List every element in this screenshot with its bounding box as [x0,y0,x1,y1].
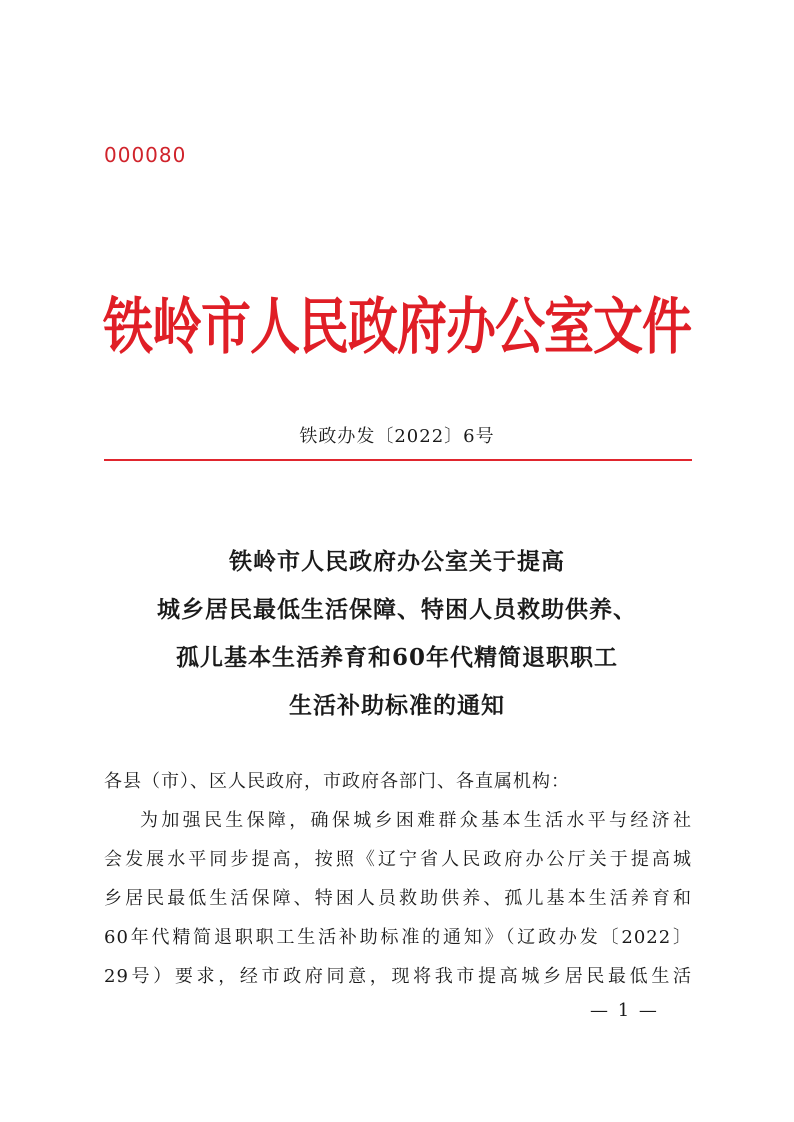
body-line: 为加强民生保障，确保城乡困难群众基本生活水平与经济社 [140,810,692,831]
title-line: 铁岭市人民政府办公室关于提高 [229,548,565,575]
document-number: 铁政办发〔2022〕6号 [299,426,495,447]
masthead-title: 铁岭市人民政府办公室文件 [103,291,691,363]
title-line: 孤儿基本生活养育和60年代精简退职职工 [175,644,618,671]
body-line: 会发展水平同步提高，按照《辽宁省人民政府办公厅关于提高城 [104,849,692,870]
salutation: 各县（市）、区人民政府，市政府各部门、各直属机构： [104,771,570,792]
notice-title [0,538,794,730]
body-line: 乡居民最低生活保障、特困人员救助供养、孤儿基本生活养育和 [104,888,692,909]
body-line: 29号）要求，经市政府同意，现将我市提高城乡居民最低生活 [104,966,692,987]
page-number: — 1 — [590,1000,659,1021]
body-line: 60年代精简退职职工生活补助标准的通知》（辽政办发〔2022〕 [104,927,692,948]
red-separator-line [104,459,692,461]
title-line: 城乡居民最低生活保障、特困人员救助供养、 [157,596,637,623]
serial-number: 000080 [104,143,187,167]
title-line: 生活补助标准的通知 [289,692,505,719]
body-text [104,762,692,996]
